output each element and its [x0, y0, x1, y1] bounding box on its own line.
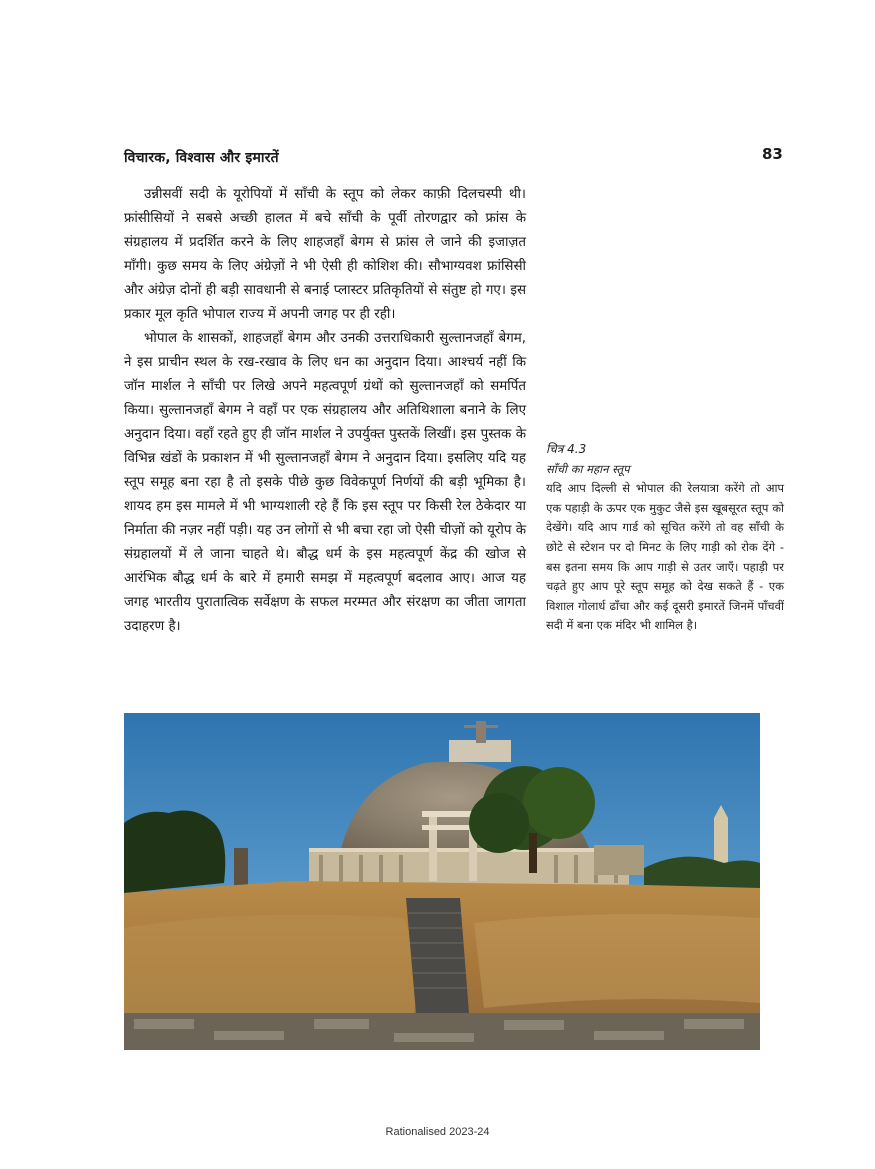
- figure-title: साँची का महान स्तूप: [546, 461, 630, 476]
- chapter-title: विचारक, विश्वास और इमारतें: [124, 150, 279, 166]
- footer-text: Rationalised 2023-24: [385, 1126, 490, 1138]
- figure-number: चित्र 4.3: [546, 442, 587, 456]
- figure-caption-text: यदि आप दिल्ली से भोपाल की रेलयात्रा करेंगे तो आप एक पहाड़ी के ऊपर एक मुकुट जैसे इस खूबसूरत स्तूप को देखेंगे। यदि आप गार्ड को सूचित करेंगे तो वह साँची के छोटे से स्टेशन पर दो मिनट के लिए गाड़ी को रोक देंगे - बस इतना समय कि आप गाड़ी से उतर जाएँ। पहाड़ी पर चढ़ते हुए आप पूरे स्तूप समूह को देख सकते हैं - एक विशाल गोलार्ध ढाँचा और कई दूसरी इमारतें जिनमें पाँचवीं सदी में बना एक मंदिर भी शामिल है।: [546, 481, 784, 633]
- main-text: [124, 183, 526, 639]
- figure-caption: [546, 440, 784, 636]
- page-number: 83: [762, 145, 783, 163]
- stupa-photo: [124, 713, 760, 1050]
- paragraph-1: उन्नीसवीं सदी के यूरोपियों में साँची के स्तूप को लेकर काफ़ी दिलचस्पी थी। फ्रांसीसियों ने सबसे अच्छी हालत में बचे साँची के पूर्वी तोरणद्वार को फ्रांस के संग्रहालय में प्रदर्शित करने के लिए शाहजहाँ बेगम से फ्रांस ले जाने की इजाज़त माँगी। कुछ समय के लिए अंग्रेज़ों ने भी ऐसी ही कोशिश की। सौभाग्यवश फ्रांसिसी और अंग्रेज़ दोनों ही बड़ी सावधानी से बनाई प्लास्टर प्रतिकृतियों से संतुष्ट हो गए। इस प्रकार मूल कृति भोपाल राज्य में अपनी जगह पर ही रही।: [124, 187, 526, 322]
- paragraph-2: भोपाल के शासकों, शाहजहाँ बेगम और उनकी उत्तराधिकारी सुल्तानजहाँ बेगम, ने इस प्राचीन स्थल के रख-रखाव के लिए धन का अनुदान दिया। आश्चर्य नहीं कि जॉन मार्शल ने साँची पर लिखे अपने महत्वपूर्ण ग्रंथों को सुल्तानजहाँ को समर्पित किया। सुल्तानजहाँ बेगम ने वहाँ पर एक संग्रहालय और अतिथिशाला बनाने के लिए अनुदान दिया। वहाँ रहते हुए ही जॉन मार्शल ने उपर्युक्त पुस्तकें लिखीं। इस पुस्तक के विभिन्न खंडों के प्रकाशन में भी सुल्तानजहाँ बेगम ने अनुदान दिया। इसलिए यदि यह स्तूप समूह बना रहा है तो इसके पीछे कुछ विवेकपूर्ण निर्णयों की बड़ी भूमिका है। शायद हम इस मामले में भी भाग्यशाली रहे हैं कि इस स्तूप पर किसी रेल ठेकेदार या निर्माता की नज़र नहीं पड़ी। यह उन लोगों से भी बचा रहा जो ऐसी चीज़ों को यूरोप के संग्रहालयों में ले जाना चाहते थे। बौद्ध धर्म के इस महत्वपूर्ण केंद्र की खोज से आरंभिक बौद्ध धर्म के बारे में हमारी समझ में महत्वपूर्ण बदलाव आए। आज यह जगह भारतीय पुरातात्विक सर्वेक्षण के सफल मरम्मत और संरक्षण का जीता जागता उदाहरण है।: [124, 331, 526, 634]
